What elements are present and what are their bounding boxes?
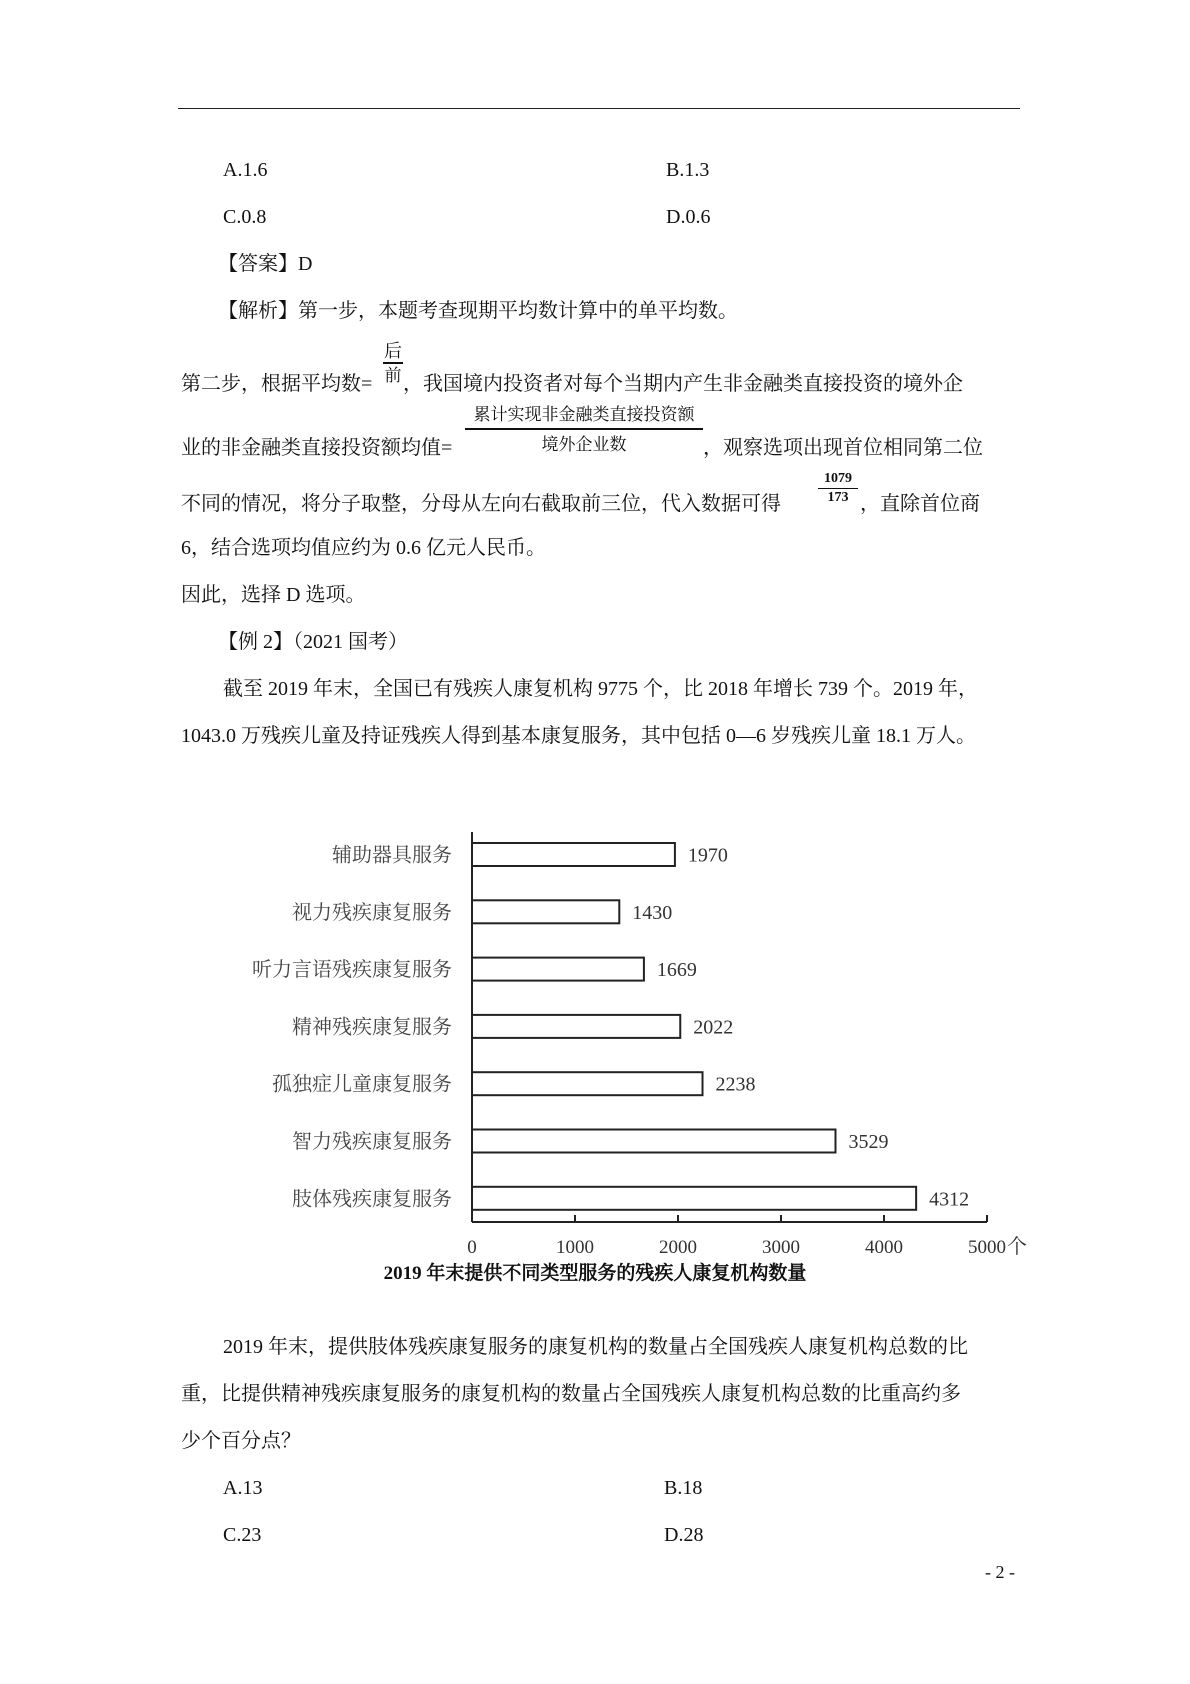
conclusion: 因此，选择 D 选项。 bbox=[181, 584, 366, 606]
question-line1: 2019 年末，提供肢体残疾康复服务的康复机构的数量占全国残疾人康复机构总数的比 bbox=[223, 1336, 968, 1358]
category-label: 肢体残疾康复服务 bbox=[292, 1186, 452, 1211]
q1-option-c: C.0.8 bbox=[223, 206, 267, 228]
fraction-numerator: 累计实现非金融类直接投资额 bbox=[473, 405, 695, 424]
fraction-denominator: 境外企业数 bbox=[465, 428, 703, 460]
category-label: 智力残疾康复服务 bbox=[292, 1129, 452, 1153]
bar bbox=[472, 1130, 835, 1153]
x-tick-label: 5000 bbox=[968, 1237, 1006, 1258]
line3-prefix: 业的非金融类直接投资额均值= bbox=[181, 437, 453, 459]
analysis-step1: 【解析】第一步，本题考查现期平均数计算中的单平均数。 bbox=[218, 300, 738, 322]
line4-prefix: 不同的情况，将分子取整，分母从左向右截取前三位，代入数据可得 bbox=[181, 493, 781, 515]
chart-title: 2019 年末提供不同类型服务的残疾人康复机构数量 bbox=[383, 1263, 807, 1284]
category-label: 孤独症儿童康复服务 bbox=[272, 1071, 452, 1096]
bar bbox=[472, 1015, 680, 1038]
q2-paragraph-line2: 1043.0 万残疾儿童及持证残疾人得到基本康复服务，其中包括 0—6 岁残疾儿童 18.1 万人。 bbox=[181, 725, 976, 747]
line3-suffix: ，观察选项出现首位相同第二位 bbox=[703, 437, 983, 459]
q2-paragraph-line1: 截至 2019 年末，全国已有残疾人康复机构 9775 个，比 2018 年增长 739 个。2019 年， bbox=[223, 678, 978, 700]
bar bbox=[472, 958, 644, 981]
bar-value-label: 2022 bbox=[693, 1016, 734, 1039]
q2-option-a: A.13 bbox=[223, 1477, 263, 1499]
x-tick-label: 4000 bbox=[865, 1237, 903, 1258]
example-title: 【例 2】（2021 国考） bbox=[218, 631, 408, 653]
q2-option-d: D.28 bbox=[664, 1524, 704, 1546]
x-tick-label: 1000 bbox=[556, 1237, 594, 1258]
step2-prefix: 第二步，根据平均数= bbox=[181, 373, 373, 395]
q1-option-b: B.1.3 bbox=[666, 159, 710, 181]
fraction-denominator: 前 bbox=[383, 362, 403, 388]
bar-value-label: 1970 bbox=[687, 844, 728, 867]
bar-value-label: 2238 bbox=[715, 1073, 756, 1096]
q2-option-c: C.23 bbox=[223, 1524, 262, 1546]
bar bbox=[472, 900, 619, 923]
bar bbox=[472, 1072, 703, 1095]
bar bbox=[472, 1187, 916, 1210]
x-tick-label: 3000 bbox=[762, 1237, 800, 1258]
category-label: 辅助器具服务 bbox=[332, 842, 452, 867]
question-line3: 少个百分点？ bbox=[181, 1430, 301, 1452]
category-label: 精神残疾康复服务 bbox=[292, 1014, 452, 1039]
step2-suffix: ，我国境内投资者对每个当期内产生非金融类直接投资的境外企 bbox=[403, 373, 963, 395]
fraction-numerator: 1079 bbox=[824, 471, 852, 486]
page-number: - 2 - bbox=[985, 1562, 1015, 1582]
q1-option-a: A.1.6 bbox=[223, 159, 268, 181]
line5: 6，结合选项均值应约为 0.6 亿元人民币。 bbox=[181, 537, 546, 559]
line4-suffix: ，直除首位商 bbox=[860, 493, 980, 515]
category-label: 视力残疾康复服务 bbox=[292, 899, 452, 924]
fraction-denominator: 173 bbox=[818, 488, 858, 507]
bar-value-label: 3529 bbox=[848, 1131, 889, 1153]
category-label: 听力言语残疾康复服务 bbox=[252, 957, 452, 982]
answer-line: 【答案】D bbox=[218, 253, 313, 275]
x-tick-label: 2000 bbox=[659, 1237, 697, 1258]
x-axis-unit-label: 个 bbox=[1007, 1234, 1027, 1258]
question-line2: 重，比提供精神残疾康复服务的康复机构的数量占全国残疾人康复机构总数的比重高约多 bbox=[181, 1383, 961, 1405]
fraction-numerator: 后 bbox=[384, 341, 402, 361]
x-tick-label: 0 bbox=[467, 1237, 477, 1258]
bar bbox=[472, 843, 675, 866]
bar-value-label: 1669 bbox=[656, 959, 697, 982]
q1-option-d: D.0.6 bbox=[666, 206, 711, 228]
bar-value-label: 4312 bbox=[929, 1188, 970, 1211]
q2-option-b: B.18 bbox=[664, 1477, 703, 1499]
bar-value-label: 1430 bbox=[632, 901, 673, 924]
